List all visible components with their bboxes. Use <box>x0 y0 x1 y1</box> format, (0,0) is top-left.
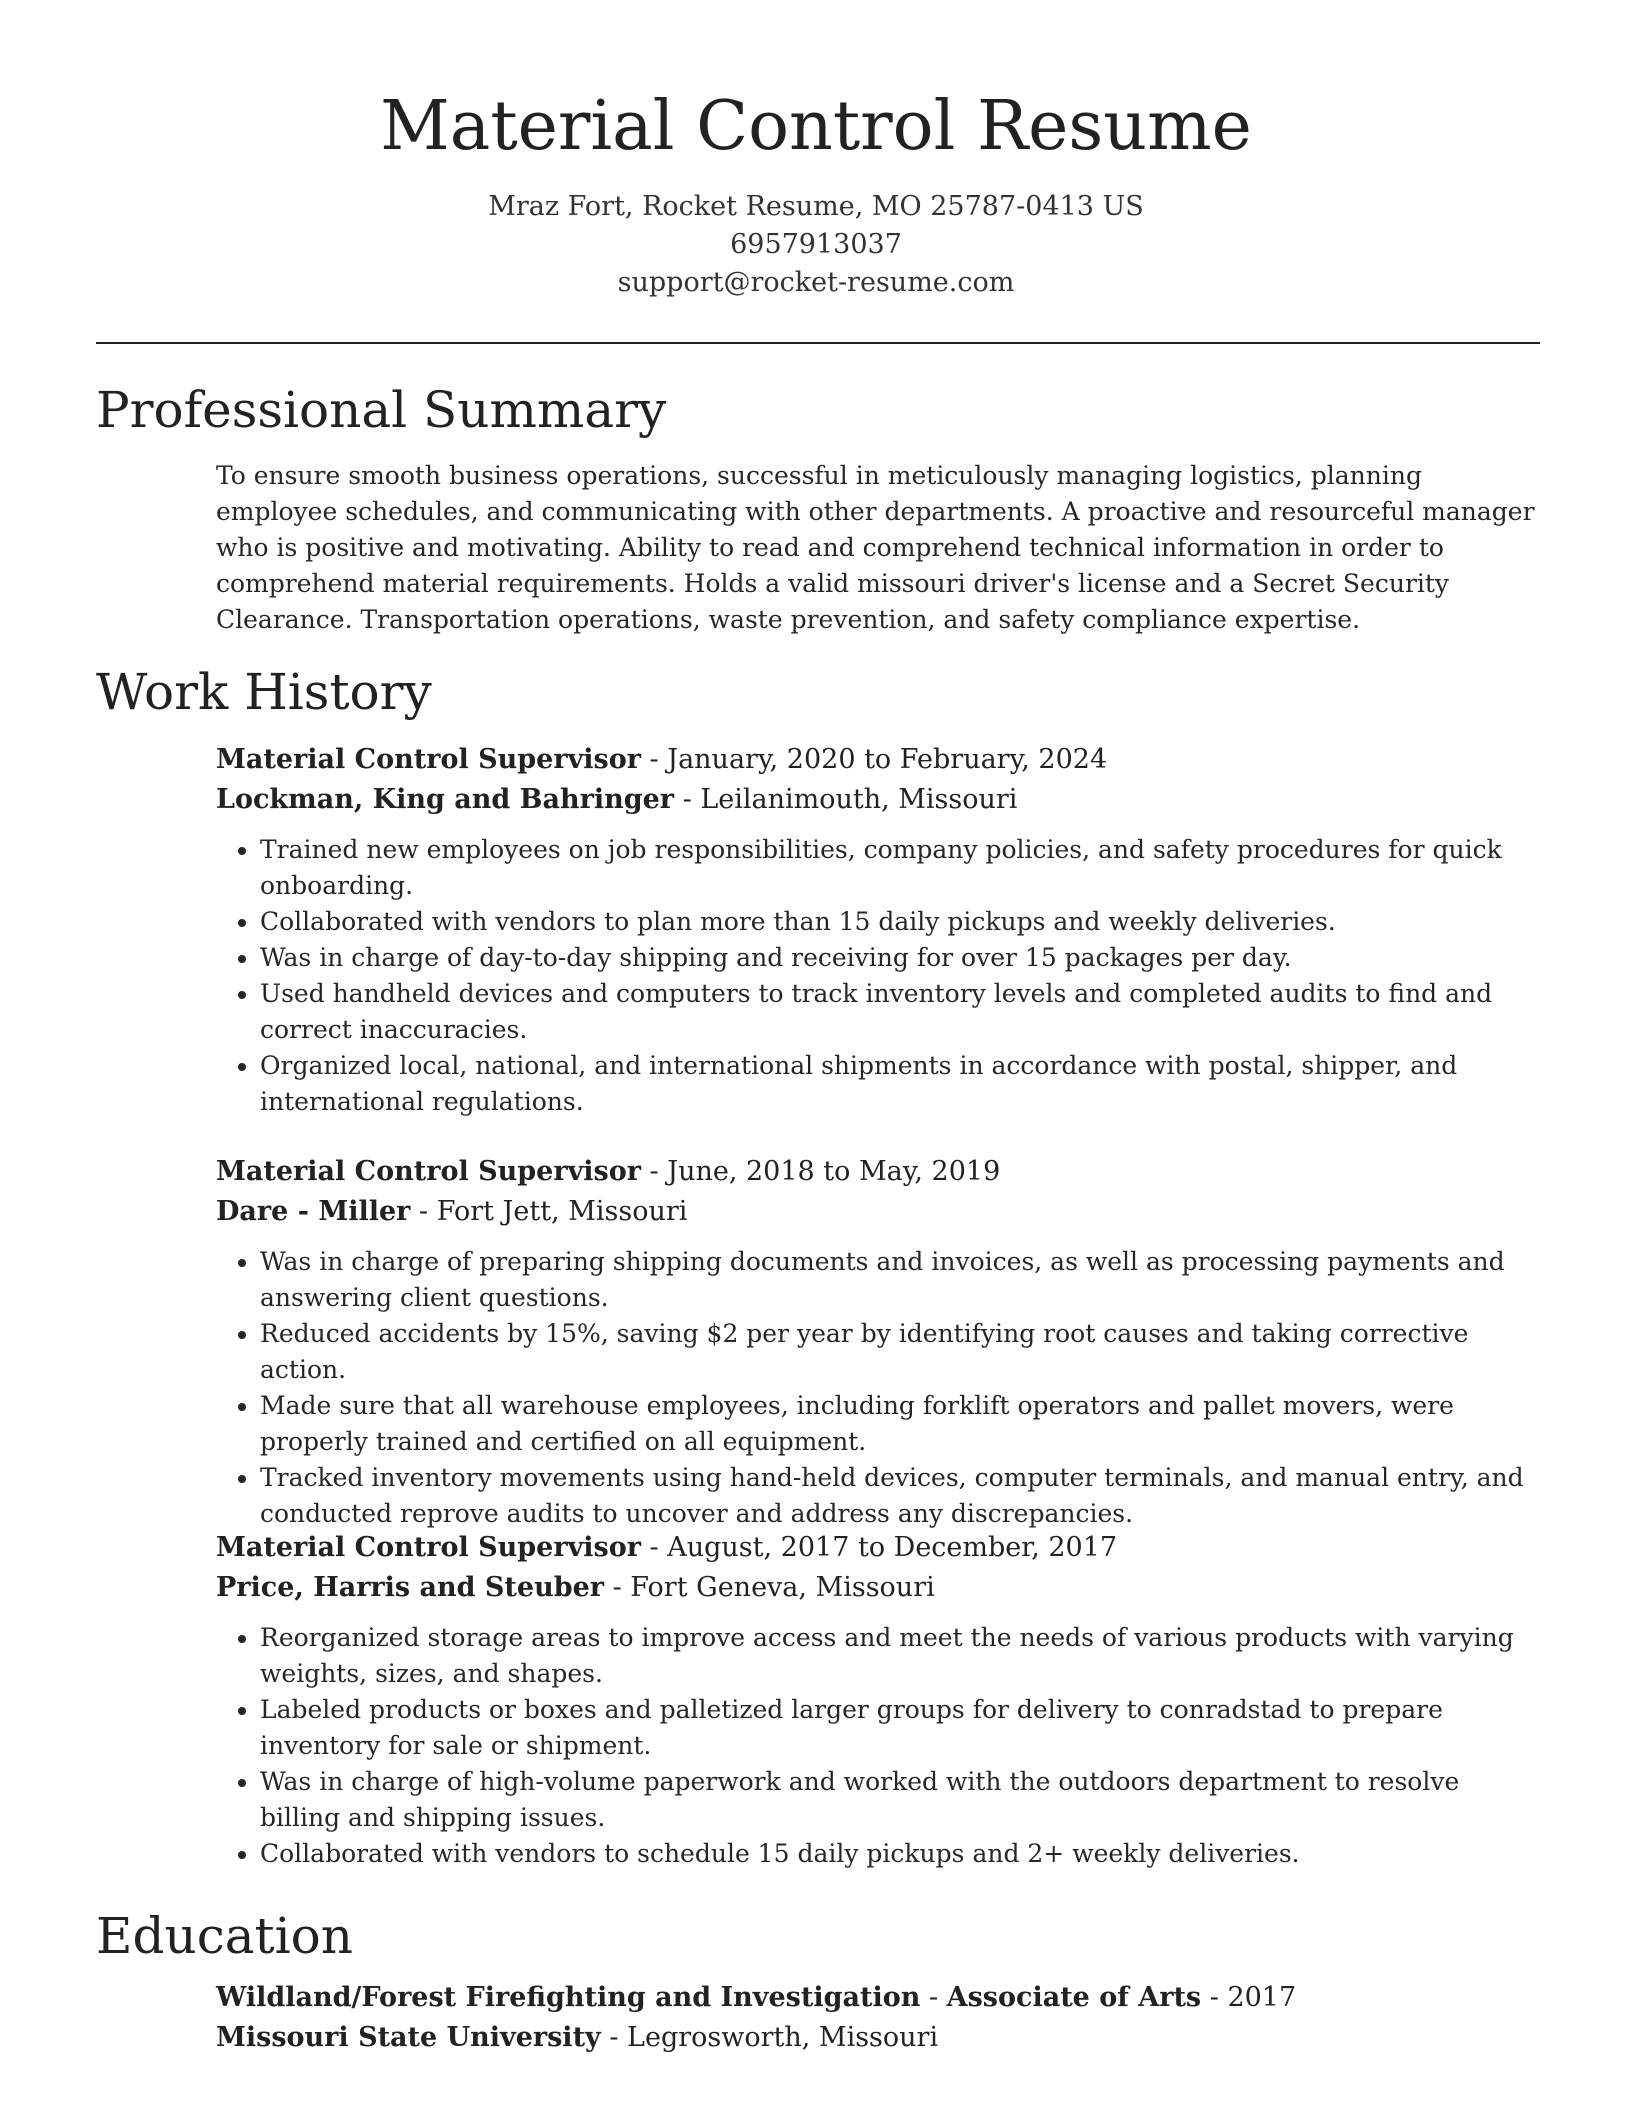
contact-address: Mraz Fort, Rocket Resume, MO 25787-0413 US <box>488 191 1144 222</box>
education-school: Missouri State University <box>216 2022 601 2053</box>
job-title-line <box>216 1152 1536 1192</box>
job-bullet: • Used handheld devices and computers to track inventory levels and completed audits to find and correct inaccuracies. <box>260 976 1536 1048</box>
job-company-line <box>216 780 1536 820</box>
job-entry <box>216 740 1536 1120</box>
job-bullet: • Tracked inventory movements using hand-held devices, computer terminals, and manual entry, and conducted reprove audits to uncover and address any discrepancies. <box>260 1460 1536 1532</box>
job-title-line <box>216 740 1536 780</box>
job-company: Price, Harris and Steuber <box>216 1572 604 1603</box>
resume-header <box>0 82 1632 302</box>
job-entry <box>216 1152 1536 1532</box>
separator: - <box>640 1532 668 1563</box>
education-field: Wildland/Forest Firefighting and Investigation <box>216 1982 921 2013</box>
education-degree: Associate of Arts <box>946 1982 1202 2013</box>
job-bullets <box>216 1620 1536 1872</box>
job-bullet: • Collaborated with vendors to plan more than 15 daily pickups and weekly deliveries. <box>260 904 1536 940</box>
summary-text: To ensure smooth business operations, successful in meticulously managing logistics, planning employee schedules, and communicating with other departments. A proactive and resourceful manager who is positive and motivating. Ability to read and comprehend technical information in order to comprehend material requirements. Holds a valid missouri driver's license and a Secret Security Clearance. Transportation operations, waste prevention, and safety compliance expertise. <box>216 461 1535 634</box>
job-location: Leilanimouth, Missouri <box>700 784 1018 815</box>
job-company-line <box>216 1192 1536 1232</box>
job-bullet: • Labeled products or boxes and palletized larger groups for delivery to conradstad to prepare inventory for sale or shipment. <box>260 1692 1536 1764</box>
job-bullet: • Reduced accidents by 15%, saving $2 per year by identifying root causes and taking corrective action. <box>260 1316 1536 1388</box>
job-entry <box>216 1528 1536 1872</box>
job-bullets <box>216 1244 1536 1532</box>
job-bullet: • Collaborated with vendors to schedule 15 daily pickups and 2+ weekly deliveries. <box>260 1836 1536 1872</box>
header-divider <box>96 342 1540 344</box>
section-heading-summary: Professional Summary <box>96 381 667 439</box>
job-company: Lockman, King and Bahringer <box>216 784 675 815</box>
separator: - <box>600 2022 628 2053</box>
section-heading-education: Education <box>96 1907 353 1965</box>
job-location: Fort Geneva, Missouri <box>630 1572 935 1603</box>
job-bullet: • Trained new employees on job responsibilities, company policies, and safety procedures for quick onboarding. <box>260 832 1536 904</box>
separator: - <box>674 784 701 815</box>
contact-phone: 6957913037 <box>730 229 902 260</box>
job-bullet: • Organized local, national, and international shipments in accordance with postal, shipper, and international regulations. <box>260 1048 1536 1120</box>
education-school-line <box>216 2018 1536 2058</box>
job-bullet: • Made sure that all warehouse employees, including forklift operators and pallet movers, were properly trained and certified on all equipment. <box>260 1388 1536 1460</box>
job-company-line <box>216 1568 1536 1608</box>
job-title: Material Control Supervisor <box>216 1156 641 1187</box>
separator: - <box>640 1156 668 1187</box>
job-title-line <box>216 1528 1536 1568</box>
job-bullet: • Was in charge of high-volume paperwork and worked with the outdoors department to resolve billing and shipping issues. <box>260 1764 1536 1836</box>
education-year: 2017 <box>1227 1982 1297 2013</box>
job-title: Material Control Supervisor <box>216 744 641 775</box>
separator: - <box>410 1196 437 1227</box>
section-heading-work: Work History <box>96 663 432 721</box>
separator: - <box>920 1982 947 2013</box>
education-degree-line <box>216 1978 1536 2018</box>
resume-title: Material Control Resume <box>380 87 1252 166</box>
contact-info <box>0 188 1632 302</box>
job-bullets <box>216 832 1536 1120</box>
education-entry <box>216 1978 1536 2058</box>
separator: - <box>603 1572 631 1603</box>
job-title: Material Control Supervisor <box>216 1532 641 1563</box>
job-location: Fort Jett, Missouri <box>436 1196 688 1227</box>
education-location: Legrosworth, Missouri <box>627 2022 939 2053</box>
contact-email: support@rocket-resume.com <box>617 267 1015 298</box>
job-bullet: • Was in charge of day-to-day shipping and receiving for over 15 packages per day. <box>260 940 1536 976</box>
job-bullet: • Reorganized storage areas to improve access and meet the needs of various products with varying weights, sizes, and shapes. <box>260 1620 1536 1692</box>
job-company: Dare - Miller <box>216 1196 411 1227</box>
job-dates: August, 2017 to December, 2017 <box>667 1532 1118 1563</box>
separator: - <box>640 744 668 775</box>
job-dates: January, 2020 to February, 2024 <box>667 744 1108 775</box>
job-dates: June, 2018 to May, 2019 <box>667 1156 1001 1187</box>
separator: - <box>1201 1982 1228 2013</box>
job-bullet: • Was in charge of preparing shipping documents and invoices, as well as processing payments and answering client questions. <box>260 1244 1536 1316</box>
